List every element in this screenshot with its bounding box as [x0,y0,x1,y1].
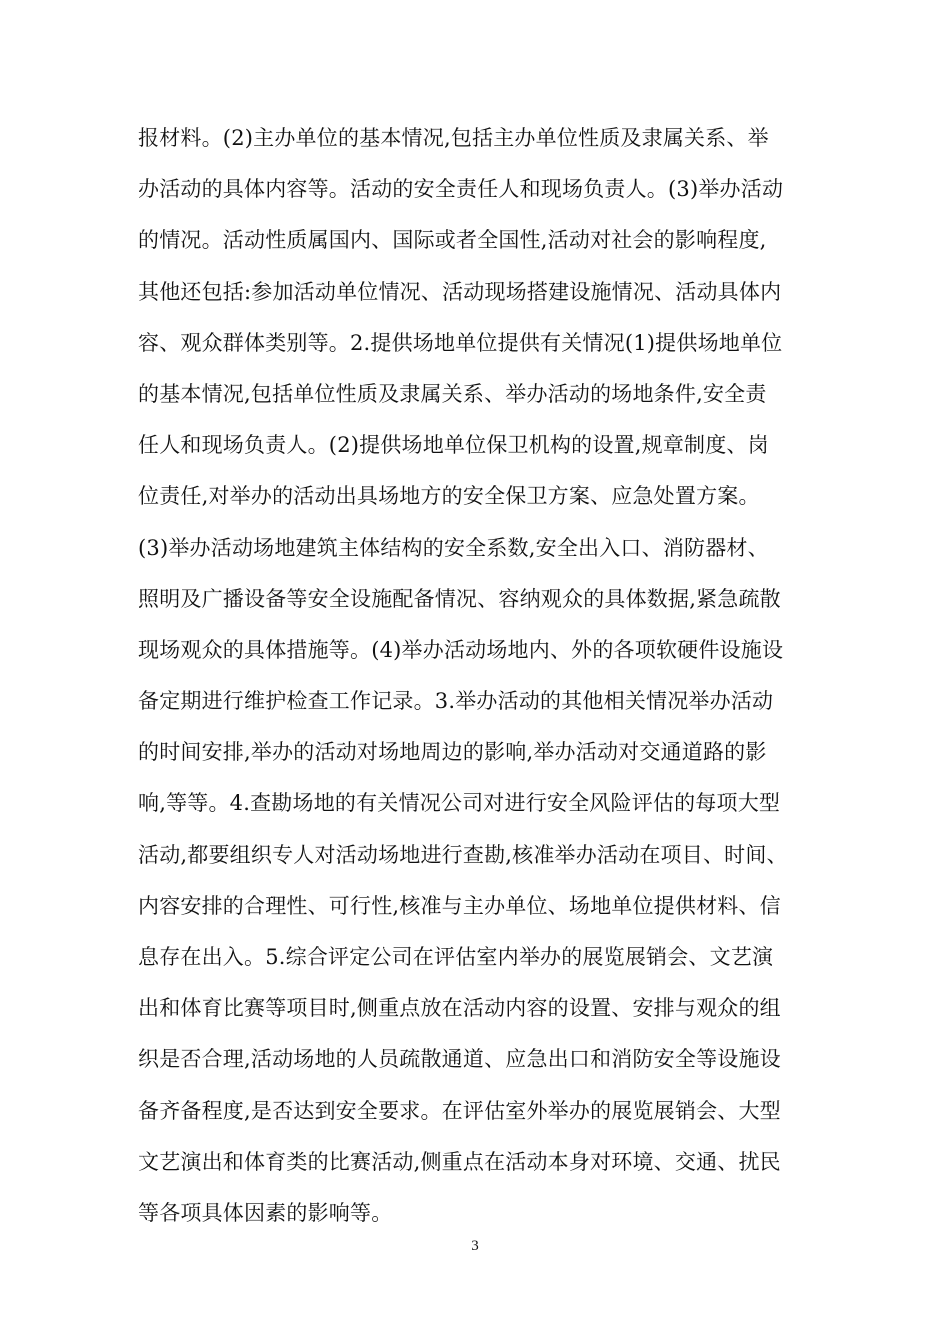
text-line: 内容安排的合理性、可行性,核准与主办单位、场地单位提供材料、信 [138,893,781,918]
text-line: 等各项具体因素的影响等。 [138,1200,393,1225]
body-text [138,113,838,1239]
text-line: 报材料。(2)主办单位的基本情况,包括主办单位性质及隶属关系、举 [138,126,769,150]
text-line: 织是否合理,活动场地的人员疏散通道、应急出口和消防安全等设施设 [138,1047,781,1072]
text-line: 的时间安排,举办的活动对场地周边的影响,举办活动对交通道路的影 [138,740,767,765]
text-line: 出和体育比赛等项目时,侧重点放在活动内容的设置、安排与观众的组 [138,996,781,1021]
text-line: 任人和现场负责人。(2)提供场地单位保卫机构的设置,规章制度、岗 [138,433,769,458]
text-line: 其他还包括:参加活动单位情况、活动现场搭建设施情况、活动具体内 [138,279,782,304]
text-line: 现场观众的具体措施等。(4)举办活动场地内、外的各项软硬件设施设 [138,637,784,662]
text-line: 活动,都要组织专人对活动场地进行查勘,核准举办活动在项目、时间、 [138,842,788,867]
text-line: 备齐备程度,是否达到安全要求。在评估室外举办的展览展销会、大型 [138,1098,781,1123]
text-line: 的基本情况,包括单位性质及隶属关系、举办活动的场地条件,安全责 [138,381,767,406]
text-line: 息存在出入。5.综合评定公司在评估室内举办的展览展销会、文艺演 [138,945,774,969]
page-number: 3 [471,1238,479,1254]
text-line: 备定期进行维护检查工作记录。3.举办活动的其他相关情况举办活动 [138,689,774,714]
text-line: 响,等等。4.查勘场地的有关情况公司对进行安全风险评估的每项大型 [138,791,781,816]
text-line: 文艺演出和体育类的比赛活动,侧重点在活动本身对环境、交通、扰民 [138,1149,781,1174]
text-line: (3)举办活动场地建筑主体结构的安全系数,安全出入口、消防器材、 [138,535,769,560]
text-line: 照明及广播设备等安全设施配备情况、容纳观众的具体数据,紧急疏散 [138,586,781,611]
text-line: 的情况。活动性质属国内、国际或者全国性,活动对社会的影响程度, [138,228,767,253]
text-line: 位责任,对举办的活动出具场地方的安全保卫方案、应急处置方案。 [138,484,760,509]
text-line: 办活动的具体内容等。活动的安全责任人和现场负责人。(3)举办活动 [138,177,784,202]
text-line: 容、观众群体类别等。2.提供场地单位提供有关情况(1)提供场地单位 [138,330,783,355]
